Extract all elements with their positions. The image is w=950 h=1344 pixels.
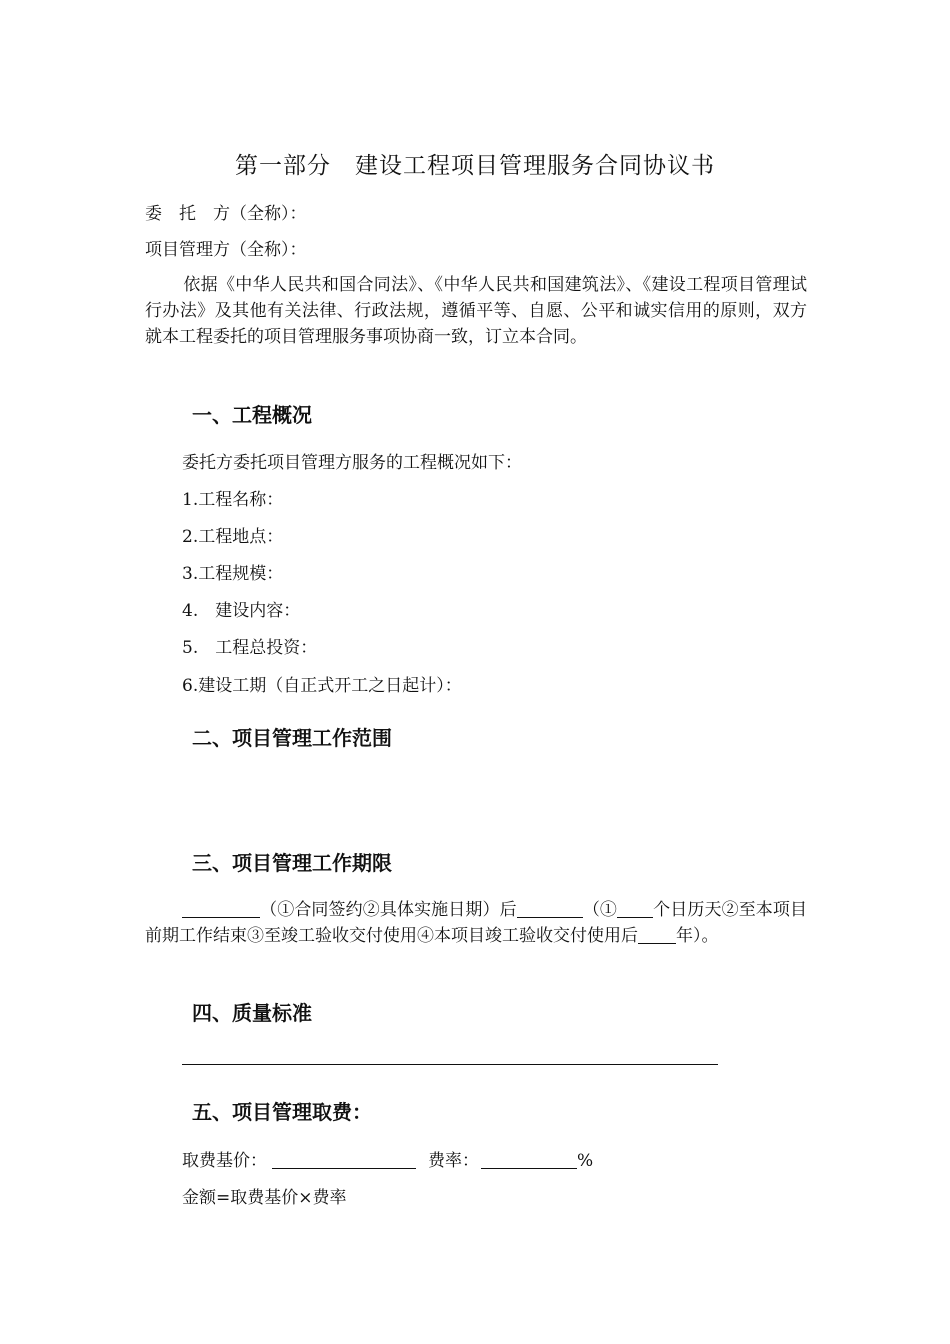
total-investment-item: 5. 工程总投资： [182,638,318,658]
document-title: 第一部分 建设工程项目管理服务合同协议书 [235,153,715,179]
years-blank[interactable] [638,925,676,944]
fee-formula: 金额=取费基价×费率 [182,1188,347,1208]
work-period-text-3: 个日历天②至本项目前期工作结束③至竣工验收交付使用④本项目竣工验收交付使用后 [145,900,808,946]
intro-paragraph [145,272,807,350]
start-offset-blank[interactable] [517,899,583,918]
fee-line [182,1148,593,1174]
section-3-heading: 三、项目管理工作期限 [192,851,392,875]
fee-base-label: 取费基价： [182,1151,267,1171]
work-period-text-4: 年）。 [676,926,719,946]
section-2-heading: 二、项目管理工作范围 [192,726,392,750]
client-party-line: 委 托 方（全称）： [145,204,307,224]
start-basis-blank[interactable] [182,899,260,918]
project-scale-item: 3.工程规模： [182,564,284,584]
intro-text: 依据《中华人民共和国合同法》、《中华人民共和国建筑法》、《建设工程项目管理试行办法》及其他有关法律、行政法规，遵循平等、自愿、公平和诚实信用的原则，双方就本工程委托的项目管理服务事项协商一致，订立本合同。 [145,275,807,347]
work-period-paragraph [145,897,807,949]
fee-base-blank[interactable] [272,1150,416,1169]
manager-party-line: 项目管理方（全称）： [145,240,307,260]
construction-content-item: 4. 建设内容： [182,601,301,621]
work-period-text-1: （①合同签约②具体实施日期）后 [260,900,517,920]
section-1-heading: 一、工程概况 [192,403,312,427]
quality-standard-blank[interactable] [182,1064,718,1065]
fee-rate-blank[interactable] [481,1150,577,1169]
section-5-heading: 五、项目管理取费： [192,1100,372,1124]
fee-rate-label: 费率： [428,1151,479,1171]
section-4-heading: 四、质量标准 [192,1001,312,1025]
construction-period-item: 6.建设工期（自正式开工之日起计）： [182,676,462,696]
project-name-item: 1.工程名称： [182,490,284,510]
percent-sign: % [577,1151,594,1171]
project-location-item: 2.工程地点： [182,527,284,547]
calendar-days-blank[interactable] [617,899,653,918]
section-1-lead: 委托方委托项目管理方服务的工程概况如下： [182,453,522,473]
work-period-text-2: （① [582,900,618,920]
